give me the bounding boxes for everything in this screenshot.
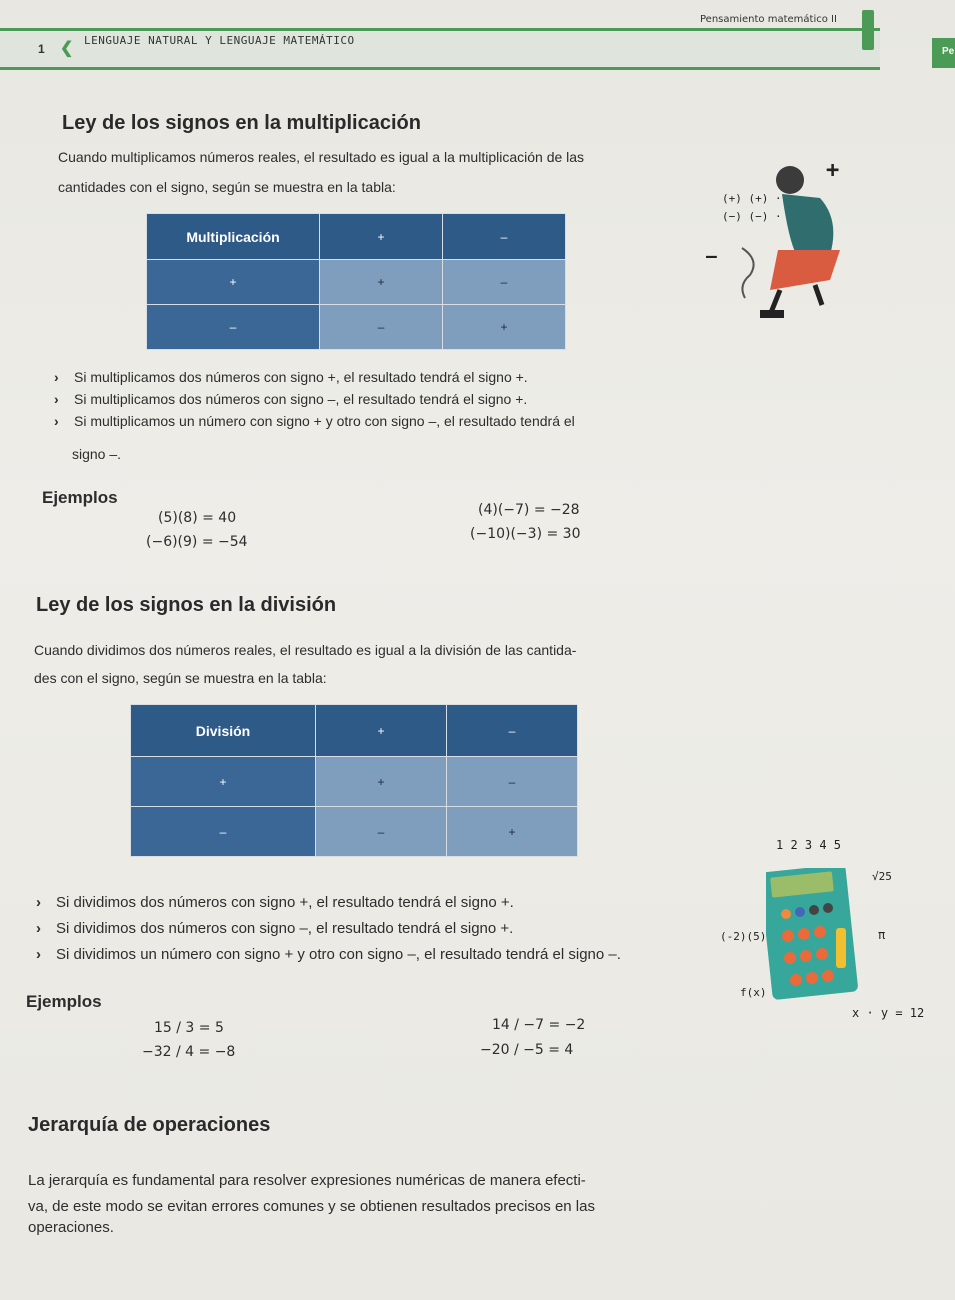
book-title: Pensamiento matemático II: [700, 14, 837, 25]
mult-intro-1: Cuando multiplicamos números reales, el resultado es igual a la multiplicación de las: [58, 149, 585, 165]
mult-rules: [44, 366, 684, 432]
chevron-right-icon: ›: [54, 413, 59, 429]
div-table: [130, 704, 578, 857]
mult-table-corner: Multiplicación: [147, 214, 320, 260]
header-tab: [862, 10, 874, 50]
mult-table-cell: +: [443, 305, 566, 350]
list-item: › Si multiplicamos un número con signo + y otro con signo –, el resultado tendrá el: [44, 410, 684, 432]
chevron-right-icon: ›: [36, 946, 41, 963]
div-example: −32 / 4 = −8: [142, 1044, 236, 1060]
div-table-row-minus: –: [131, 807, 316, 857]
product-label: (-2)(5): [720, 930, 767, 943]
fx-label: f(x): [740, 986, 767, 999]
hier-para-1: La jerarquía es fundamental para resolver expresiones numéricas de manera efecti-: [28, 1172, 586, 1189]
calculator-icon: [766, 868, 858, 1000]
board-line-1: (+) (+) ·: [722, 192, 782, 205]
list-item: › Si dividimos un número con signo + y otro con signo –, el resultado tendrá el signo –.: [26, 942, 716, 968]
div-intro-1: Cuando dividimos dos números reales, el resultado es igual a la división de las cantida-: [34, 642, 577, 658]
div-table-col-plus: +: [316, 705, 447, 757]
list-item: › Si multiplicamos dos números con signo +, el resultado tendrá el signo +.: [44, 366, 684, 388]
mult-example: (4)(−7) = −28: [478, 502, 580, 518]
mult-example: (5)(8) = 40: [158, 510, 237, 526]
digits-label: 1 2 3 4 5: [776, 838, 842, 852]
mult-example: (−10)(−3) = 30: [470, 526, 581, 542]
div-table-cell: +: [316, 757, 447, 807]
mult-rule-continuation: signo –.: [72, 446, 122, 462]
div-rules: [26, 890, 716, 968]
pi-label: π: [878, 928, 886, 942]
mult-table-row-plus: +: [147, 260, 320, 305]
list-item: › Si multiplicamos dos números con signo –, el resultado tendrá el signo +.: [44, 388, 684, 410]
page-number: 1: [38, 42, 45, 56]
hier-title: Jerarquía de operaciones: [28, 1114, 271, 1136]
list-item: › Si dividimos dos números con signo +, el resultado tendrá el signo +.: [26, 890, 716, 916]
plus-sign: +: [826, 158, 840, 183]
div-table-corner: División: [131, 705, 316, 757]
mult-table-col-plus: +: [320, 214, 443, 260]
hier-para-2: va, de este modo se evitan errores comunes y se obtienen resultados precisos en las: [28, 1198, 595, 1215]
sqrt-label: √25: [872, 870, 892, 883]
mult-table-col-minus: –: [443, 214, 566, 260]
mult-examples-title: Ejemplos: [42, 488, 118, 507]
div-example: 15 / 3 = 5: [154, 1020, 224, 1036]
div-table-cell: –: [316, 807, 447, 857]
hier-para-3: operaciones.: [28, 1219, 114, 1236]
div-intro-2: des con el signo, según se muestra en la tabla:: [34, 670, 327, 686]
div-table-row-plus: +: [131, 757, 316, 807]
div-title: Ley de los signos en la división: [36, 594, 337, 616]
mult-table-row-minus: –: [147, 305, 320, 350]
mult-intro-2: cantidades con el signo, según se muestra en la tabla:: [58, 179, 396, 195]
chevron-right-icon: ›: [36, 894, 41, 911]
mult-table-cell: +: [320, 260, 443, 305]
mult-table-cell: –: [320, 305, 443, 350]
mult-example: (−6)(9) = −54: [146, 534, 248, 550]
list-item: › Si dividimos dos números con signo –, el resultado tendrá el signo +.: [26, 916, 716, 942]
div-example: −20 / −5 = 4: [480, 1042, 574, 1058]
side-tab: Pe: [932, 38, 955, 68]
chevron-right-icon: ›: [36, 920, 41, 937]
chevron-right-icon: ›: [54, 369, 59, 385]
board-line-2: (−) (−) ·: [722, 210, 782, 223]
mult-table-cell: –: [443, 260, 566, 305]
chapter-title: LENGUAJE NATURAL Y LENGUAJE MATEMÁTICO: [84, 34, 355, 47]
mult-title: Ley de los signos en la multiplicación: [62, 112, 421, 134]
div-table-col-minus: –: [447, 705, 578, 757]
div-table-cell: –: [447, 757, 578, 807]
div-table-cell: +: [447, 807, 578, 857]
div-examples-title: Ejemplos: [26, 992, 102, 1011]
minus-sign: —: [706, 246, 717, 267]
chevron-left-icon: ❮: [60, 40, 74, 57]
div-example: 14 / −7 = −2: [492, 1017, 586, 1033]
equation-label: x · y = 12: [852, 1006, 925, 1020]
mult-table: [146, 213, 566, 350]
chevron-right-icon: ›: [54, 391, 59, 407]
